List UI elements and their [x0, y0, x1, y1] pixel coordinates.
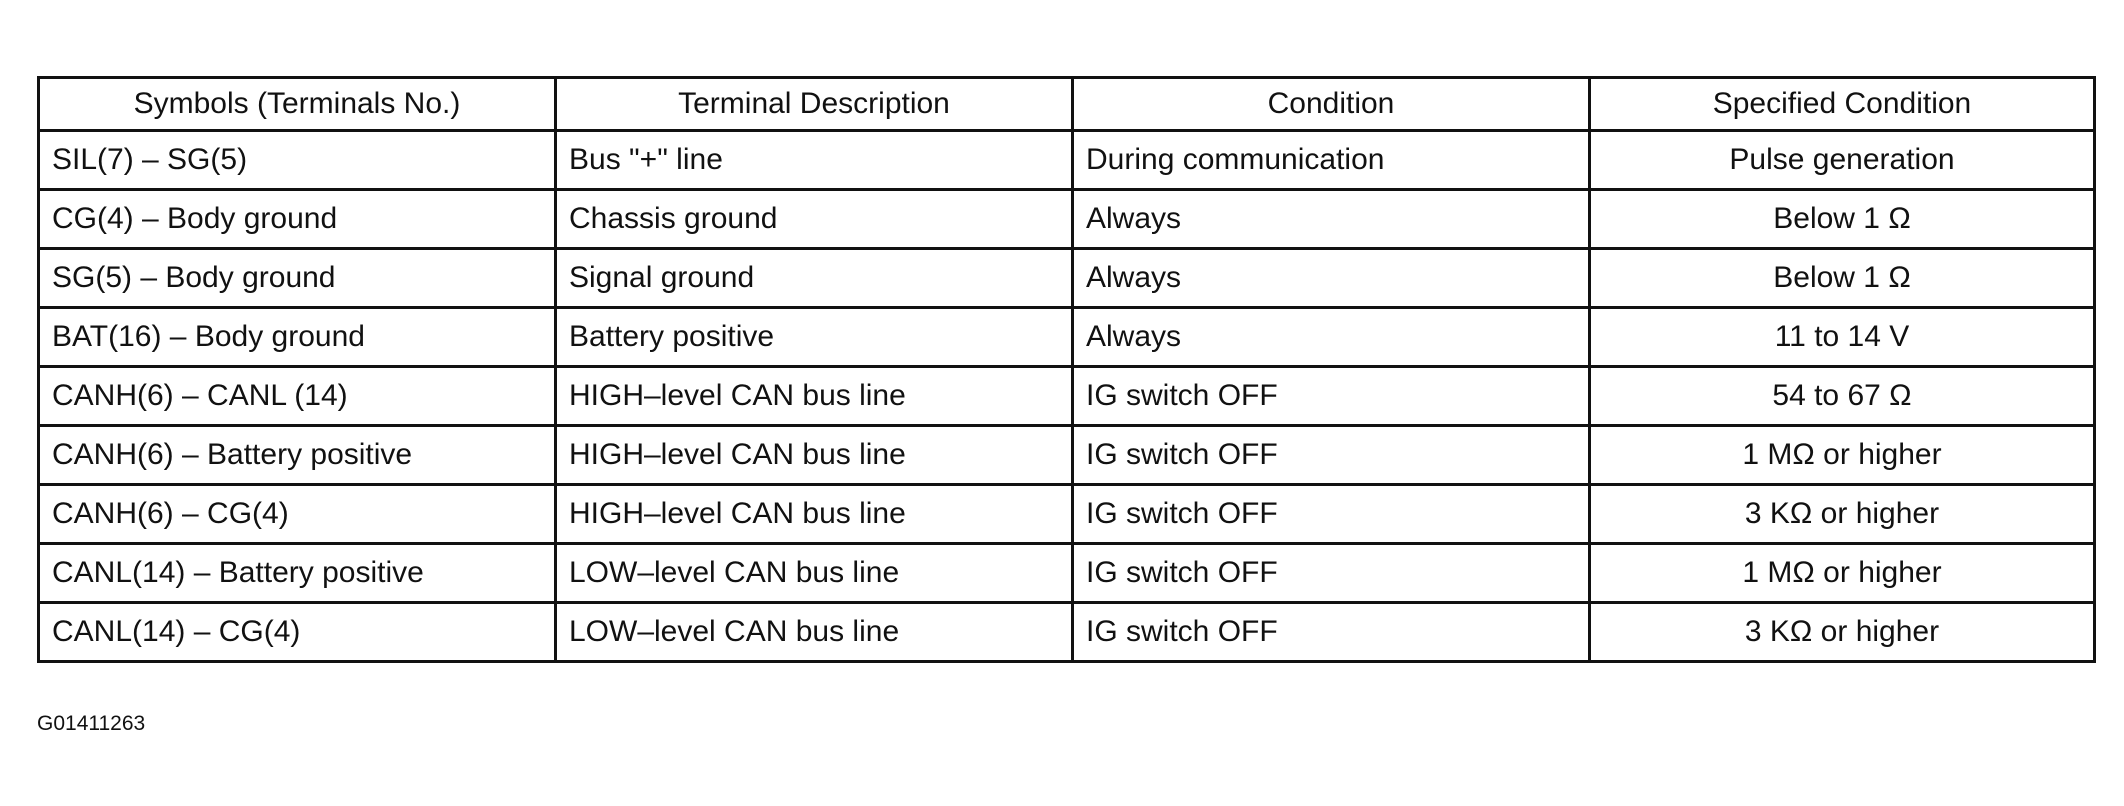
cell-specified-condition: 1 MΩ or higher: [1590, 544, 2095, 603]
cell-symbols: CANH(6) – Battery positive: [39, 426, 556, 485]
cell-terminal-description: Bus "+" line: [556, 131, 1073, 190]
table-row: [39, 485, 2095, 544]
table-row: [39, 367, 2095, 426]
cell-symbols: BAT(16) – Body ground: [39, 308, 556, 367]
cell-specified-condition: Pulse generation: [1590, 131, 2095, 190]
table-row: [39, 131, 2095, 190]
cell-condition: Always: [1073, 190, 1590, 249]
header-symbols: Symbols (Terminals No.): [39, 78, 556, 131]
cell-specified-condition: 1 MΩ or higher: [1590, 426, 2095, 485]
table-row: [39, 426, 2095, 485]
cell-terminal-description: Signal ground: [556, 249, 1073, 308]
cell-symbols: CG(4) – Body ground: [39, 190, 556, 249]
cell-condition: IG switch OFF: [1073, 426, 1590, 485]
header-specified-condition: Specified Condition: [1590, 78, 2095, 131]
cell-specified-condition: Below 1 Ω: [1590, 249, 2095, 308]
cell-terminal-description: HIGH–level CAN bus line: [556, 485, 1073, 544]
cell-condition: Always: [1073, 249, 1590, 308]
cell-symbols: CANH(6) – CG(4): [39, 485, 556, 544]
table-row: [39, 308, 2095, 367]
figure-id-label: G01411263: [37, 712, 146, 735]
cell-specified-condition: 3 KΩ or higher: [1590, 485, 2095, 544]
table-row: [39, 603, 2095, 662]
cell-symbols: SIL(7) – SG(5): [39, 131, 556, 190]
cell-symbols: SG(5) – Body ground: [39, 249, 556, 308]
cell-condition: IG switch OFF: [1073, 544, 1590, 603]
cell-specified-condition: 11 to 14 V: [1590, 308, 2095, 367]
cell-symbols: CANL(14) – CG(4): [39, 603, 556, 662]
cell-specified-condition: Below 1 Ω: [1590, 190, 2095, 249]
header-terminal-description: Terminal Description: [556, 78, 1073, 131]
cell-condition: IG switch OFF: [1073, 485, 1590, 544]
cell-specified-condition: 3 KΩ or higher: [1590, 603, 2095, 662]
cell-symbols: CANL(14) – Battery positive: [39, 544, 556, 603]
table-row: [39, 544, 2095, 603]
cell-terminal-description: LOW–level CAN bus line: [556, 603, 1073, 662]
cell-condition: IG switch OFF: [1073, 603, 1590, 662]
cell-terminal-description: Chassis ground: [556, 190, 1073, 249]
cell-specified-condition: 54 to 67 Ω: [1590, 367, 2095, 426]
table-header: [39, 78, 2095, 131]
cell-condition: Always: [1073, 308, 1590, 367]
table-body: [39, 131, 2095, 662]
terminal-spec-table: [37, 76, 2096, 663]
cell-terminal-description: HIGH–level CAN bus line: [556, 426, 1073, 485]
cell-symbols: CANH(6) – CANL (14): [39, 367, 556, 426]
cell-condition: IG switch OFF: [1073, 367, 1590, 426]
header-row: [39, 78, 2095, 131]
cell-terminal-description: LOW–level CAN bus line: [556, 544, 1073, 603]
cell-terminal-description: HIGH–level CAN bus line: [556, 367, 1073, 426]
cell-terminal-description: Battery positive: [556, 308, 1073, 367]
table-row: [39, 190, 2095, 249]
header-condition: Condition: [1073, 78, 1590, 131]
cell-condition: During communication: [1073, 131, 1590, 190]
table-row: [39, 249, 2095, 308]
